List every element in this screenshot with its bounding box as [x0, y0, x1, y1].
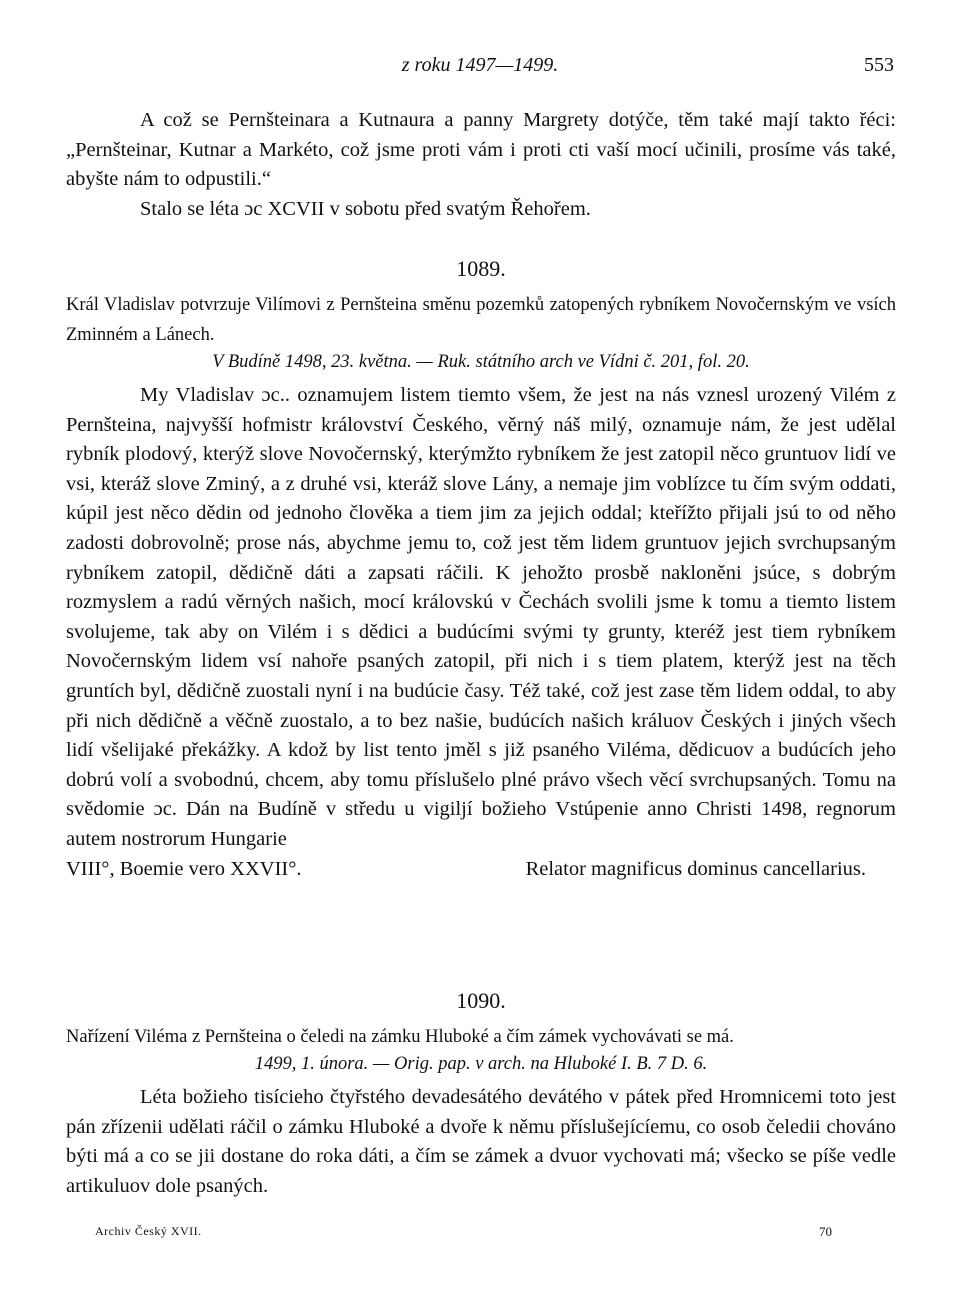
document-dateline: 1499, 1. února. — Orig. pap. v arch. na Hluboké I. B. 7 D. 6. — [254, 1054, 708, 1074]
closing-relator: Relator magnificus dominus cancellarius. — [525, 857, 866, 880]
document-number: 1090. — [456, 988, 506, 1013]
intro-section — [66, 106, 896, 224]
sheet-number: 70 — [819, 1224, 832, 1239]
document-1090 — [66, 988, 896, 1201]
document-dateline: V Budíně 1498, 23. května. — Ruk. státního arch ve Vídni č. 201, fol. 20. — [212, 352, 750, 372]
document-1089 — [66, 256, 896, 884]
document-regest: Nařízení Viléma z Pernšteina o čeledi na zámku Hluboké a čím zámek vychovávati se má. — [66, 1027, 734, 1047]
document-closing-line — [66, 855, 896, 885]
document-number: 1089. — [456, 256, 506, 281]
intro-paragraph: A což se Pernšteinara a Kutnaura a panny Margrety dotýče, těm také mají takto řéci: „Pernšteinar, Kutnar a Markéto, což jsme proti vám i proti cti vaší mocí učinili, prosíme vás také, abyšte nám to odpustili.“ — [66, 109, 896, 191]
intro-date-paragraph: Stalo se léta ɔc XCVII v sobotu před svatým Řehořem. — [140, 197, 591, 220]
running-title: z roku 1497—1499. — [401, 54, 559, 76]
document-regest: Král Vladislav potvrzuje Vilímovi z Pernšteina směnu pozemků zatopených rybníkem Novočernským ve vsích Zminném a Lánech. — [66, 295, 896, 345]
closing-regnal-years: VIII°, Boemie vero XXVII°. — [66, 857, 302, 880]
document-text: Léta božieho tisícieho čtyřstého devadesátého devátého v pátek před Hromnicemi toto jest pán zřízenii udělati ráčil o zámku Hluboké a dvoře k němu příslušejícíemu, co osob čeledii chováno býti má a co se jii dostane do roka dáti, a čím se zámek a dvuor vychovati má; všecko se píše vedle artikuluov dole psaných. — [66, 1086, 896, 1197]
page-header — [66, 54, 894, 90]
document-text: My Vladislav ɔc.. oznamujem listem tiemto všem, že jest na nás vznesl urozený Vilém z Pernšteina, najvyšší hofmistr království Českého, věrný náš milý, oznamuje nám, že jest udělal rybník plodový, kterýž slove Novočernský, kterýmžto rybníkem že jest zatopil něco gruntuov lidí ve vsi, kteráž slove Zminý, a z druhé vsi, kteráž slove Lány, a nemaje jim voblízce tu čím svým oddati, kúpil jest něco dědin od jednoho člověka a tiem jim za jejich oddal; kteřížto přijali jsú to od něho zadosti dobrovolně; prose nás, abychme jemu to, což jest těm lidem gruntuov jejich svrchupsaným rybníkem zatopil, dědičně dáti a zapsati ráčili. K jehožto prosbě nakloněni jsúce, s dobrým rozmyslem a radú věrných našich, mocí královskú v Čechách svolili jsme k tomu a tiemto listem svolujeme, tak aby on Vilém i s dědici a budúcími svými ty grunty, kteréž jest tiem rybníkem Novočernským lidem vsí nahoře psaných zatopil, při nich i s tiem platem, kterýž jest na těch gruntích byl, dědičně zuostali nyní i na budúcie časy. Též také, což jest zase těm lidem oddal, to aby při nich dědičně a věčně zuostalo, a to bez našie, budúcích našich králuov Českých i jiných všech lidí všelijaké překážky. A kdož by list tento jměl s již psaného Viléma, dědicuov a budúcích jeho dobrú volí a svobodnú, chcem, aby tomu příslušelo plné právo všech věcí svrchupsaných. Tomu na svědomie ɔc. Dán na Budíně v středu u vigiljí božieho Vstúpenie anno Christi 1498, regnorum autem nostrorum Hungarie — [66, 384, 896, 850]
printer-signature: Archiv Český XVII. — [95, 1224, 202, 1238]
page-number: 553 — [864, 54, 894, 76]
